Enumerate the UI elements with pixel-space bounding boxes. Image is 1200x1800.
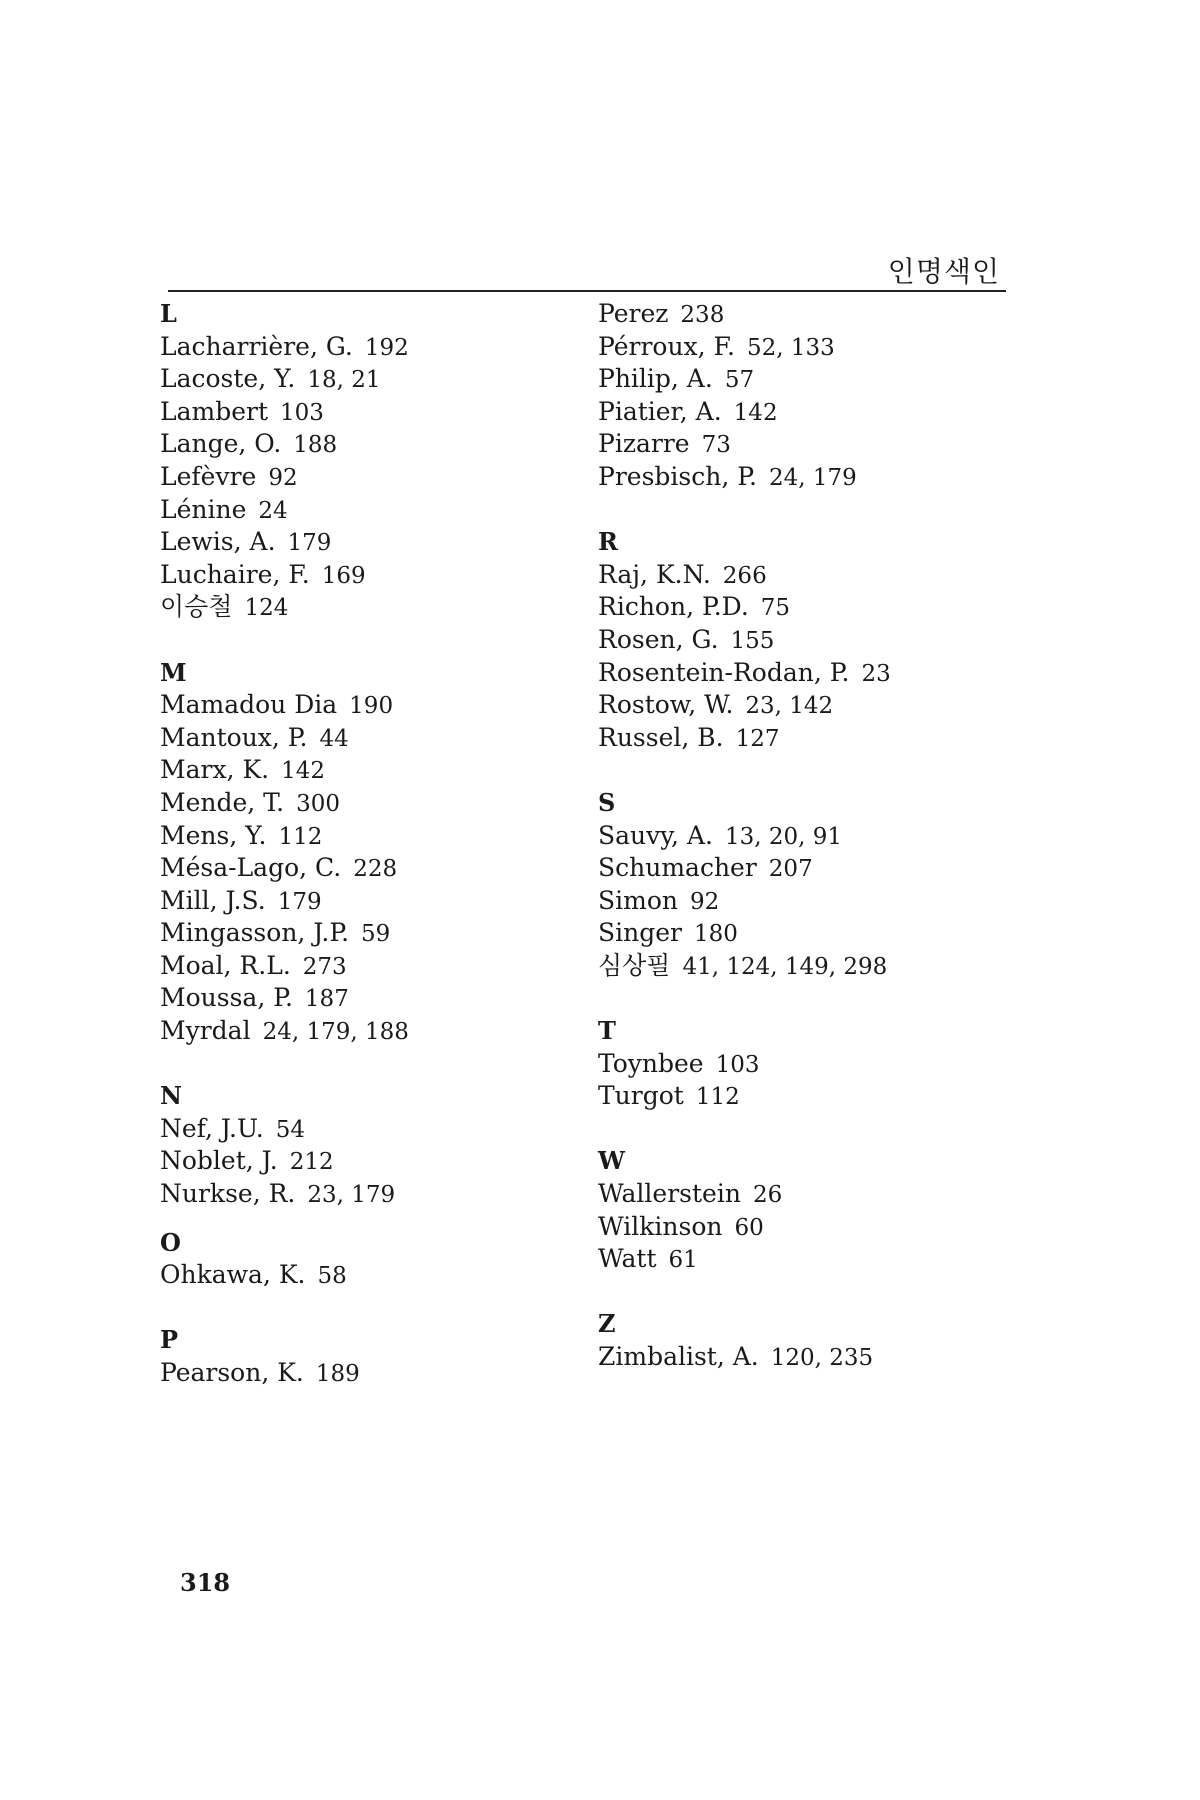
entry-pages: 75	[760, 595, 791, 622]
index-entry	[598, 331, 1018, 364]
entry-name: Lambert	[160, 396, 269, 426]
index-entry	[160, 1113, 560, 1146]
entry-name: Turgot	[598, 1081, 684, 1111]
index-entry	[160, 1357, 560, 1390]
section-letter-s: S	[598, 787, 616, 817]
index-entry	[598, 917, 1018, 950]
section-letter-l: L	[160, 299, 177, 328]
page-title: 인명색인	[887, 255, 1000, 288]
section-letter-t: T	[598, 1016, 616, 1046]
entry-pages: 54	[275, 1116, 305, 1143]
index-entry	[598, 852, 1018, 885]
entry-name: Mens, Y.	[160, 820, 267, 850]
entry-pages: 124	[244, 595, 289, 622]
entry-pages: 142	[281, 758, 325, 785]
entry-name: Rostow, W.	[598, 690, 734, 720]
entry-name: Nurkse, R.	[160, 1179, 296, 1209]
entry-pages: 187	[304, 986, 349, 1013]
entry-name: Mantoux, P.	[160, 722, 308, 752]
entry-name: Schumacher	[598, 853, 757, 883]
entry-name: Moussa, P.	[160, 983, 293, 1013]
index-entry	[598, 657, 1018, 690]
entry-name: Pérroux, F.	[598, 331, 735, 361]
entry-pages: 18, 21	[307, 367, 381, 394]
section-letter-p: P	[160, 1325, 179, 1355]
entry-name: Lefèvre	[160, 461, 257, 491]
index-entry	[598, 1080, 1018, 1113]
entry-name: Raj, K.N.	[598, 559, 711, 589]
index-entry	[598, 1048, 1018, 1081]
entry-name: Watt	[598, 1244, 657, 1274]
entry-name: Richon, P.D.	[598, 592, 749, 622]
entry-name: Presbisch, P.	[598, 461, 757, 491]
entry-name: Lange, O.	[160, 429, 282, 459]
entry-pages: 41, 124, 149, 298	[682, 953, 888, 980]
entry-name: Mende, T.	[160, 787, 285, 817]
index-entry	[598, 591, 1018, 624]
index-entry	[160, 526, 560, 559]
entry-pages: 23, 179	[307, 1182, 396, 1209]
index-entry	[160, 917, 560, 950]
index-entry	[598, 396, 1018, 429]
index-entry	[160, 559, 560, 592]
entry-pages: 24, 179, 188	[262, 1019, 409, 1046]
entry-pages: 59	[361, 921, 391, 948]
entry-name: Wilkinson	[598, 1211, 723, 1241]
entry-name: Wallerstein	[598, 1179, 741, 1209]
entry-pages: 120, 235	[770, 1345, 874, 1371]
entry-name: Myrdal	[160, 1016, 251, 1046]
index-column-left	[160, 298, 560, 1390]
section-letter-n: N	[160, 1081, 182, 1111]
index-entry	[160, 494, 560, 527]
entry-name: Lénine	[160, 494, 247, 524]
index-entry	[598, 428, 1018, 461]
index-entry	[598, 950, 1018, 983]
entry-name: Moal, R.L.	[160, 950, 291, 980]
entry-name: Sauvy, A.	[598, 820, 713, 850]
index-entry	[160, 950, 560, 983]
index-entry	[160, 428, 560, 461]
entry-pages: 188	[293, 432, 338, 459]
entry-name: Pearson, K.	[160, 1358, 304, 1387]
index-entry	[598, 1243, 1018, 1276]
entry-pages: 238	[680, 302, 725, 328]
index-entry	[160, 591, 560, 624]
index-entry	[160, 820, 560, 853]
index-entry	[160, 852, 560, 885]
index-entry	[160, 689, 560, 722]
section-letter-m: M	[160, 657, 187, 687]
entry-name: Pizarre	[598, 429, 690, 459]
entry-pages: 127	[735, 725, 780, 752]
section-letter-o: O	[160, 1227, 181, 1257]
index-entry	[598, 820, 1018, 853]
entry-pages: 179	[277, 888, 322, 915]
entry-name: Singer	[598, 918, 682, 948]
index-entry	[160, 1145, 560, 1178]
entry-name: Mill, J.S.	[160, 885, 266, 915]
index-entry	[598, 298, 1018, 331]
index-entry	[160, 396, 560, 429]
entry-pages: 60	[734, 1214, 764, 1241]
entry-name: Zimbalist, A.	[598, 1342, 759, 1371]
index-entry	[598, 885, 1018, 918]
entry-name: Nef, J.U.	[160, 1113, 264, 1143]
index-entry	[598, 363, 1018, 396]
entry-pages: 180	[693, 921, 738, 948]
entry-pages: 169	[321, 562, 366, 589]
entry-pages: 189	[315, 1361, 360, 1387]
entry-name: Noblet, J.	[160, 1146, 278, 1176]
page-number: 318	[180, 1568, 231, 1597]
section-letter-z: Z	[598, 1309, 616, 1339]
entry-pages: 13, 20, 91	[724, 823, 843, 850]
index-entry	[598, 1178, 1018, 1211]
index-entry	[598, 722, 1018, 755]
entry-pages: 73	[701, 432, 731, 459]
entry-name: Lacoste, Y.	[160, 364, 296, 394]
entry-pages: 207	[768, 856, 813, 883]
index-entry	[598, 1341, 1018, 1374]
entry-pages: 192	[364, 334, 409, 361]
index-entry	[160, 461, 560, 494]
section-gap	[160, 1211, 560, 1227]
entry-name: Philip, A.	[598, 364, 713, 394]
entry-pages: 58	[317, 1263, 347, 1290]
section-letter-r: R	[598, 527, 618, 557]
section-gap	[598, 494, 1018, 527]
entry-pages: 61	[668, 1247, 698, 1274]
index-entry	[160, 982, 560, 1015]
entry-pages: 92	[689, 888, 720, 915]
index-entry	[160, 1015, 560, 1048]
index-entry	[598, 1211, 1018, 1244]
entry-pages: 92	[268, 464, 298, 491]
entry-name: Rosen, G.	[598, 624, 719, 654]
index-entry	[160, 363, 560, 396]
entry-name: Perez	[598, 299, 669, 328]
entry-name: 이승철	[160, 592, 233, 622]
entry-name: Piatier, A.	[598, 396, 722, 426]
entry-pages: 179	[287, 530, 332, 557]
entry-name: Simon	[598, 885, 678, 915]
entry-pages: 24, 179	[768, 464, 857, 491]
section-gap	[160, 1292, 560, 1325]
entry-pages: 212	[289, 1149, 334, 1176]
index-entry	[160, 885, 560, 918]
entry-pages: 26	[752, 1182, 783, 1209]
index-entry	[598, 689, 1018, 722]
section-gap	[598, 1276, 1018, 1309]
entry-name: Mingasson, J.P.	[160, 918, 350, 948]
section-gap	[598, 1113, 1018, 1146]
section-gap	[598, 982, 1018, 1015]
entry-name: 심상필	[598, 950, 671, 980]
entry-pages: 228	[353, 856, 398, 883]
entry-pages: 23, 142	[745, 693, 834, 720]
entry-pages: 44	[319, 725, 349, 752]
section-gap	[160, 624, 560, 657]
index-entry	[160, 722, 560, 755]
index-entry	[598, 559, 1018, 592]
entry-name: Marx, K.	[160, 755, 270, 785]
section-letter-w: W	[598, 1146, 625, 1176]
entry-pages: 52, 133	[746, 334, 835, 361]
entry-pages: 57	[724, 367, 755, 394]
entry-pages: 155	[730, 627, 775, 654]
entry-name: Russel, B.	[598, 722, 724, 752]
index-entry	[160, 754, 560, 787]
entry-pages: 23	[861, 660, 891, 687]
index-column-right	[598, 298, 1018, 1374]
entry-pages: 112	[278, 823, 323, 850]
index-entry	[160, 1178, 560, 1211]
entry-name: Rosentein-Rodan, P.	[598, 657, 850, 687]
index-entry	[160, 787, 560, 820]
entry-pages: 24	[258, 497, 288, 524]
entry-pages: 300	[296, 790, 341, 817]
entry-pages: 190	[349, 693, 394, 720]
entry-pages: 266	[722, 562, 767, 589]
section-gap	[160, 1048, 560, 1081]
entry-pages: 142	[733, 399, 778, 426]
index-entry	[160, 1259, 560, 1292]
entry-pages: 103	[715, 1051, 760, 1078]
entry-pages: 112	[695, 1084, 740, 1111]
header-rule	[168, 290, 1006, 292]
entry-pages: 103	[280, 399, 324, 426]
entry-name: Lewis, A.	[160, 527, 276, 557]
entry-name: Luchaire, F.	[160, 559, 310, 589]
entry-name: Lacharrière, G.	[160, 331, 353, 361]
entry-name: Mésa-Lago, C.	[160, 853, 342, 883]
entry-name: Mamadou Dia	[160, 690, 338, 720]
entry-name: Toynbee	[598, 1048, 704, 1078]
index-entry	[598, 461, 1018, 494]
section-gap	[598, 754, 1018, 787]
index-entry	[598, 624, 1018, 657]
entry-pages: 273	[302, 953, 347, 980]
index-entry	[160, 331, 560, 364]
entry-name: Ohkawa, K.	[160, 1260, 306, 1290]
